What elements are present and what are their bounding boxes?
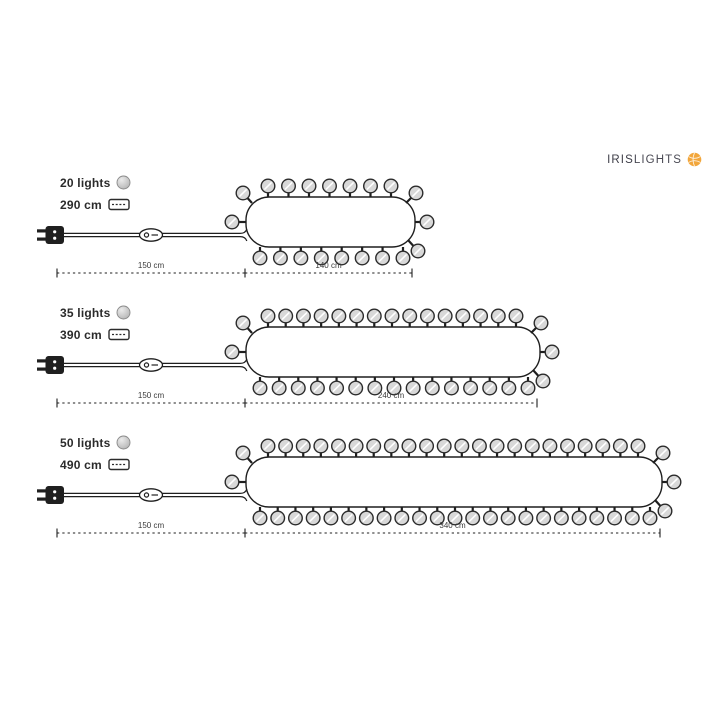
product-row [0, 302, 720, 434]
length-label: 490 cm [60, 457, 102, 472]
product-specs [60, 175, 131, 219]
lights-count-label: 50 lights [60, 435, 111, 450]
loop-dimension-label: 340 cm [439, 521, 466, 530]
length-row [60, 457, 131, 472]
bulb-icon [116, 305, 131, 320]
product-row [0, 172, 720, 304]
loop-dimension-label: 140 cm [315, 261, 342, 270]
yarn-ball-icon [687, 152, 702, 167]
length-label: 290 cm [60, 197, 102, 212]
product-specs [60, 305, 131, 349]
length-row [60, 197, 131, 212]
loop-dimension-label: 240 cm [377, 391, 405, 400]
lights-count-row [60, 305, 131, 320]
bulb-icon [116, 435, 131, 450]
lead-dimension-label: 150 cm [137, 391, 165, 400]
length-label: 390 cm [60, 327, 102, 342]
product-specs [60, 435, 131, 479]
product-row [0, 432, 720, 564]
brand-logo [607, 152, 702, 167]
lights-count-label: 20 lights [60, 175, 111, 190]
lead-dimension-label: 150 cm [137, 261, 165, 270]
brand-name-bold: IRIS [607, 153, 634, 166]
bulb-icon [116, 175, 131, 190]
lights-count-label: 35 lights [60, 305, 111, 320]
lights-count-row [60, 175, 131, 190]
ruler-icon [108, 458, 130, 471]
length-row [60, 327, 131, 342]
lead-dimension-label: 150 cm [137, 521, 165, 530]
ruler-icon [108, 328, 130, 341]
lights-count-row [60, 435, 131, 450]
ruler-icon [108, 198, 130, 211]
brand-name-light: LIGHTS [633, 153, 682, 166]
